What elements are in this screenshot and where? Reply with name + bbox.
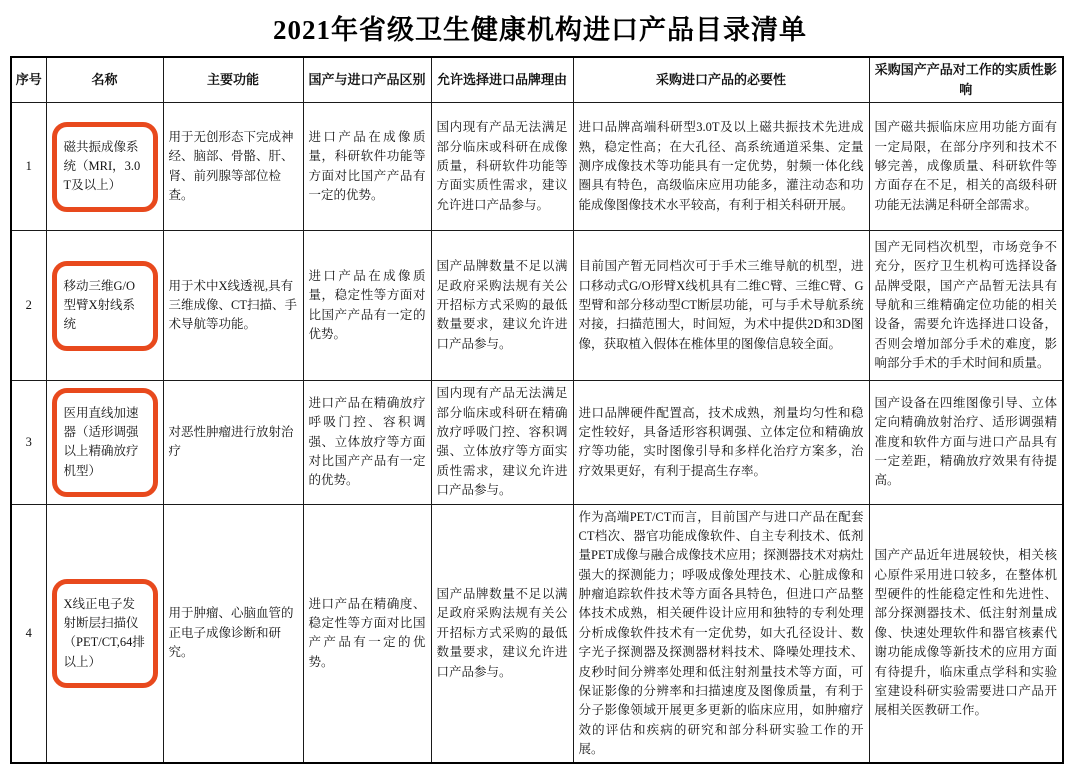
cell-necessity: 目前国产暂无同档次可于手术三维导航的机型，进口移动式G/O形臂X线机具有二维C臂、三维C臂、G型臂和部分移动型CT断层功能，可与手术导航系统对接，扫描范围大，时间短，为术中提供2D和3D图像，获取植入假体在椎体里的图像信息较全面。 xyxy=(573,231,869,381)
header-cell-necessity: 采购进口产品的必要性 xyxy=(573,57,869,103)
header-cell-impact: 采购国产产品对工作的实质性影响 xyxy=(869,57,1063,103)
name-highlight-box xyxy=(52,579,158,689)
name-highlight-box xyxy=(52,388,158,498)
header-cell-seq: 序号 xyxy=(11,57,46,103)
cell-necessity: 作为高端PET/CT而言，目前国产与进口产品在配套CT档次、器官功能成像软件、自主专利技术、低剂量PET成像与融合成像技术应用；探测器技术对病灶强大的探测能力；呼吸成像处理技术、心脏成像和肿瘤追踪软件技术等方面各具特色，但进口产品整体技术成熟，相关硬件设计应用和独特的专利处理分析成像软件技术有一定优势，如大孔径设计、数字光子探测器及探测器材料技术、降噪处理技术、皮秒时间分辨率处理和低注射剂量技术等方面，可保证影像的分辨率和扫描速度及图像质量，有利于分子影像领域开展更多更新的临床应用，如肿瘤疗效的评估和疾病的研究和部分科研实验工作的开展。 xyxy=(573,504,869,763)
cell-difference: 进口产品在成像质量，稳定性等方面对比国产产品有一定的优势。 xyxy=(303,231,431,381)
cell-impact: 国产设备在四维图像引导、立体定向精确放射治疗、适形调强精准度和软件方面与进口产品具有一定差距，精确放疗效果有待提高。 xyxy=(869,381,1063,504)
cell-difference: 进口产品在成像质量，科研软件功能等方面对比国产产品有一定的优势。 xyxy=(303,103,431,231)
table-header-row xyxy=(11,57,1063,103)
cell-reason: 国产品牌数量不足以满足政府采购法规有关公开招标方式采购的最低数量要求，建议允许进口产品参与。 xyxy=(431,231,573,381)
import-product-catalog-table xyxy=(10,56,1064,764)
product-name: 医用直线加速器（适形调强以上精确放疗机型） xyxy=(63,405,139,478)
cell-difference: 进口产品在精确度、稳定性等方面对比国产产品有一定的优势。 xyxy=(303,504,431,763)
cell-seq: 4 xyxy=(11,504,46,763)
product-name: 磁共振成像系统（MRI，3.0T及以上） xyxy=(63,139,141,193)
table-row xyxy=(11,231,1063,381)
product-name: 移动三维G/O型臂X射线系统 xyxy=(63,278,136,332)
cell-name xyxy=(46,381,163,504)
cell-necessity: 进口品牌硬件配置高，技术成熟，剂量均匀性和稳定性较好，具备适形容积调强、立体定位和精确放疗等功能，实时图像引导和多样化治疗方案多，治疗效果更好，有利于提高生存率。 xyxy=(573,381,869,504)
header-cell-function: 主要功能 xyxy=(163,57,303,103)
header-cell-reason: 允许选择进口品牌理由 xyxy=(431,57,573,103)
name-highlight-box xyxy=(52,261,158,351)
cell-reason: 国内现有产品无法满足部分临床或科研在成像质量，科研软件功能等方面实质性需求，建议允许进口产品参与。 xyxy=(431,103,573,231)
cell-difference: 进口产品在精确放疗呼吸门控、容积调强、立体放疗等方面对比国产产品有一定的优势。 xyxy=(303,381,431,504)
cell-name xyxy=(46,504,163,763)
cell-seq: 1 xyxy=(11,103,46,231)
cell-impact: 国产无同档次机型，市场竞争不充分，医疗卫生机构可选择设备品牌受限，国产产品暂无法具有导航和三维精确定位功能的相关设备，需要允许选择进口设备，否则会增加部分手术的难度，影响部分手术的手术时间和质量。 xyxy=(869,231,1063,381)
table-row xyxy=(11,504,1063,763)
cell-function: 用于无创形态下完成神经、脑部、骨骼、肝、肾、前列腺等部位检查。 xyxy=(163,103,303,231)
cell-seq: 3 xyxy=(11,381,46,504)
header-cell-name: 名称 xyxy=(46,57,163,103)
cell-impact: 国产产品近年进展较快，相关核心原件采用进口较多，在整体机型硬件的性能稳定性和先进性、部分探测器技术、低注射剂量成像、快速处理软件和器官核素代谢功能成像等新技术的应用方面有待提升，临床重点学科和实验室建设科研实验需要进口产品开展相关医教研工作。 xyxy=(869,504,1063,763)
cell-function: 用于术中X线透视,具有三维成像、CT扫描、手术导航等功能。 xyxy=(163,231,303,381)
cell-reason: 国产品牌数量不足以满足政府采购法规有关公开招标方式采购的最低数量要求，建议允许进口产品参与。 xyxy=(431,504,573,763)
page-title: 2021年省级卫生健康机构进口产品目录清单 xyxy=(273,15,807,45)
product-name: X线正电子发射断层扫描仪（PET/CT,64排以上） xyxy=(63,596,145,669)
cell-function: 对恶性肿瘤进行放射治疗 xyxy=(163,381,303,504)
name-highlight-box xyxy=(52,122,158,212)
cell-necessity: 进口品牌高端科研型3.0T及以上磁共振技术先进成熟，稳定性高；在大孔径、高系统通道采集、定量测序成像技术等功能具有一定优势，射频一体化线圈具有特色，高级临床应用功能多，灌注动态和功能成像图像技术水平较高，有利于相关科研开展。 xyxy=(573,103,869,231)
cell-impact: 国产磁共振临床应用功能方面有一定局限，在部分序列和技术不够完善，成像质量、科研软件等方面存在不足，相关的高级科研功能无法满足科研全部需求。 xyxy=(869,103,1063,231)
cell-name xyxy=(46,103,163,231)
header-cell-difference: 国产与进口产品区别 xyxy=(303,57,431,103)
cell-function: 用于肿瘤、心脑血管的正电子成像诊断和研究。 xyxy=(163,504,303,763)
table-row xyxy=(11,381,1063,504)
table-row xyxy=(11,103,1063,231)
cell-reason: 国内现有产品无法满足部分临床或科研在精确放疗呼吸门控、容积调强、立体放疗等方面实质性需求，建议允许进口产品参与。 xyxy=(431,381,573,504)
cell-name xyxy=(46,231,163,381)
cell-seq: 2 xyxy=(11,231,46,381)
